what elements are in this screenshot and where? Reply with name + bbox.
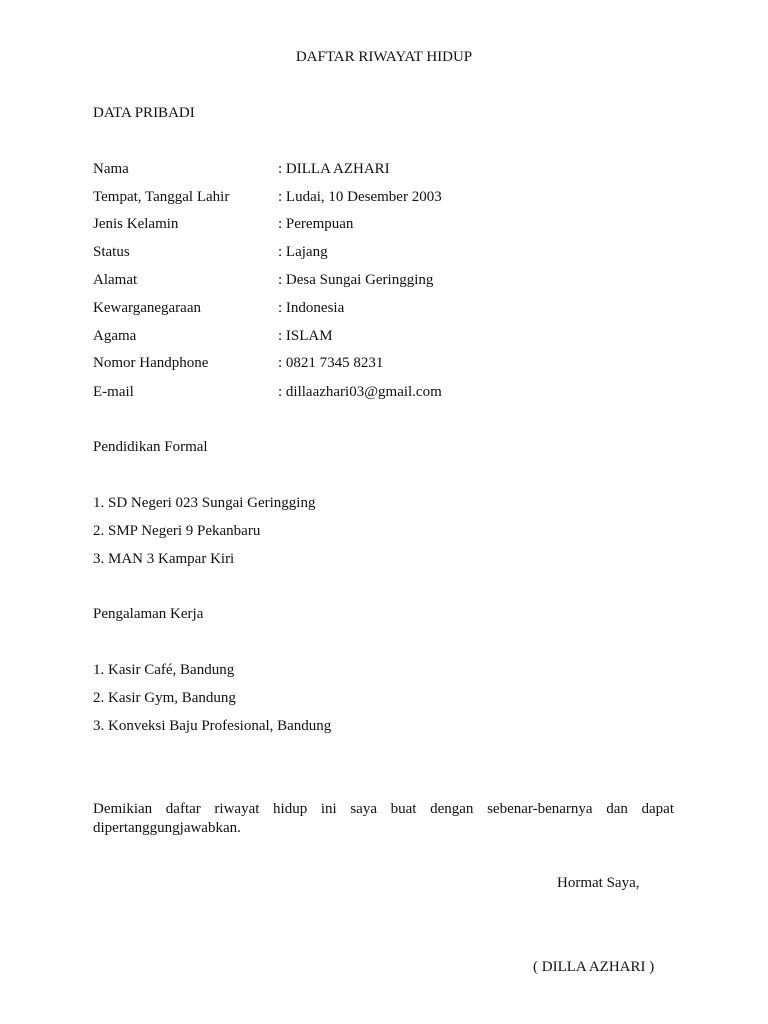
label-kewarganegaraan: Kewarganegaraan: [93, 300, 201, 316]
label-nama: Nama: [93, 161, 129, 177]
experience-item: 1. Kasir Café, Bandung: [93, 662, 235, 678]
value-tempat-tanggal-lahir: : Ludai, 10 Desember 2003: [278, 189, 442, 205]
section-heading-pengalaman: Pengalaman Kerja: [93, 606, 204, 622]
closing-statement: Demikian daftar riwayat hidup ini saya buat dengan sebenar-benarnya dan dapat dipertanggungjawabkan.: [93, 801, 674, 836]
document-title: DAFTAR RIWAYAT HIDUP: [295, 49, 473, 65]
signature-name: ( DILLA AZHARI ): [533, 959, 655, 975]
label-jenis-kelamin: Jenis Kelamin: [93, 216, 179, 232]
value-nama: : DILLA AZHARI: [278, 161, 390, 177]
value-kewarganegaraan: : Indonesia: [278, 300, 345, 316]
section-heading-data-pribadi: DATA PRIBADI: [93, 105, 195, 121]
label-alamat: Alamat: [93, 272, 138, 288]
label-agama: Agama: [93, 328, 137, 344]
value-nomor-handphone: : 0821 7345 8231: [278, 355, 384, 371]
label-tempat-tanggal-lahir: Tempat, Tanggal Lahir: [93, 189, 230, 205]
education-item: 2. SMP Negeri 9 Pekanbaru: [93, 523, 261, 539]
value-jenis-kelamin: : Perempuan: [278, 216, 354, 232]
experience-item: 3. Konveksi Baju Profesional, Bandung: [93, 718, 332, 734]
experience-item: 2. Kasir Gym, Bandung: [93, 690, 236, 706]
label-email: E-mail: [93, 384, 134, 400]
education-item: 1. SD Negeri 023 Sungai Geringging: [93, 495, 316, 511]
greeting-hormat-saya: Hormat Saya,: [557, 875, 640, 891]
education-item: 3. MAN 3 Kampar Kiri: [93, 551, 235, 567]
value-agama: : ISLAM: [278, 328, 333, 344]
label-status: Status: [93, 244, 130, 260]
section-heading-pendidikan: Pendidikan Formal: [93, 439, 208, 455]
value-alamat: : Desa Sungai Geringging: [278, 272, 434, 288]
value-email: : dillaazhari03@gmail.com: [278, 384, 442, 400]
label-nomor-handphone: Nomor Handphone: [93, 355, 209, 371]
value-status: : Lajang: [278, 244, 328, 260]
